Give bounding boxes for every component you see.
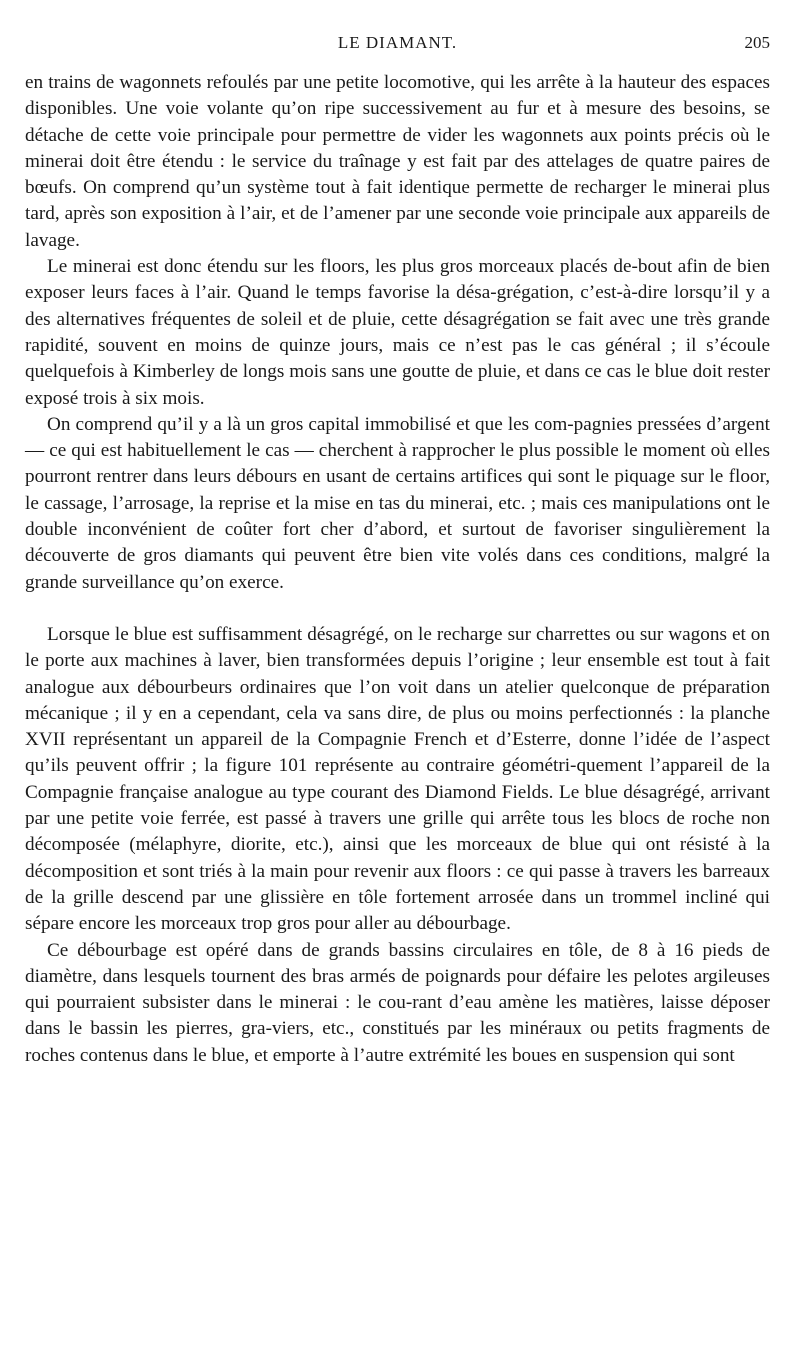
body-text (25, 70, 770, 1069)
section-gap (25, 596, 770, 622)
paragraph-4: Lorsque le blue est suffisamment désagrégé, on le recharge sur charrettes ou sur wagons et on le porte aux machines à laver, bien transformées depuis l’origine ; leur ensemble est tout à fait analogue aux débourbeurs ordinaires que l’on voit dans un atelier quelconque de préparation mécanique ; il y en a cependant, cela va sans dire, de plus ou moins perfectionnés : la planche XVII représentant un appareil de la Compagnie French et d’Esterre, donne l’idée de l’aspect qu’ils peuvent offrir ; la figure 101 représente au contraire géométri-quement l’appareil de la Compagnie française analogue au type courant des Diamond Fields. Le blue désagrégé, arrivant par une petite voie ferrée, est passé à travers une grille qui arrête tous les blocs de roche non décomposée (mélaphyre, diorite, etc.), ainsi que les morceaux de blue qui ont résisté à la décomposition et sont triés à la main pour revenir aux floors : ce qui passe à travers les barreaux de la grille descend par une glissière en tôle fortement arrosée dans un trommel incliné qui sépare encore les morceaux trop gros pour aller au débourbage. (25, 623, 770, 935)
page-header (25, 30, 770, 56)
paragraph-2: Le minerai est donc étendu sur les floors, les plus gros morceaux placés de-bout afin de bien exposer leurs faces à l’air. Quand le temps favorise la désa-grégation, c’est-à-dire lorsqu’il y a des alternatives fréquentes de soleil et de pluie, cette désagrégation se fait avec une très grande rapidité, souvent en moins de quinze jours, mais ce n’est pas le cas général ; il s’écoule quelquefois à Kimberley de longs mois sans une goutte de pluie, et dans ce cas le blue doit rester exposé trois à six mois. (25, 256, 770, 409)
running-title: LE DIAMANT. (337, 33, 458, 52)
paragraph-3: On comprend qu’il y a là un gros capital immobilisé et que les com-pagnies pressées d’argent — ce qui est habituellement le cas — cherchent à rapprocher le plus possible le moment où elles pourront rentrer dans leurs débours en usant de certains artifices qui sont le piquage sur le floor, le cassage, l’arrosage, la reprise et la mise en tas du minerai, etc. ; mais ces manipulations ont le double inconvénient de coûter fort cher d’abord, et surtout de favoriser singulièrement la découverte de gros diamants qui peuvent être bien vite volés dans ces conditions, malgré la grande surveillance qu’on exerce. (25, 413, 770, 593)
page-number: 205 (744, 33, 770, 52)
paragraph-5: Ce débourbage est opéré dans de grands bassins circulaires en tôle, de 8 à 16 pieds de diamètre, dans lesquels tournent des bras armés de poignards pour défaire les pelotes argileuses qui pourraient subsister dans le minerai : le cou-rant d’eau amène les matières, laisse déposer dans le bassin les pierres, gra-viers, etc., constitués par les minéraux ou petits fragments de roches contenus dans le blue, et emporte à l’autre extrémité les boues en suspension qui sont (25, 939, 770, 1066)
paragraph-1: en trains de wagonnets refoulés par une petite locomotive, qui les arrête à la hauteur des espaces disponibles. Une voie volante qu’on ripe successivement au fur et à mesure des besoins, se détache de cette voie principale pour permettre de vider les wagonnets aux points précis où le minerai doit être étendu : le service du traînage y est fait par des attelages de quatre paires de bœufs. On comprend qu’un système tout à fait identique permette de recharger le minerai plus tard, après son exposition à l’air, et de l’amener par une seconde voie principale aux appareils de lavage. (25, 72, 770, 251)
